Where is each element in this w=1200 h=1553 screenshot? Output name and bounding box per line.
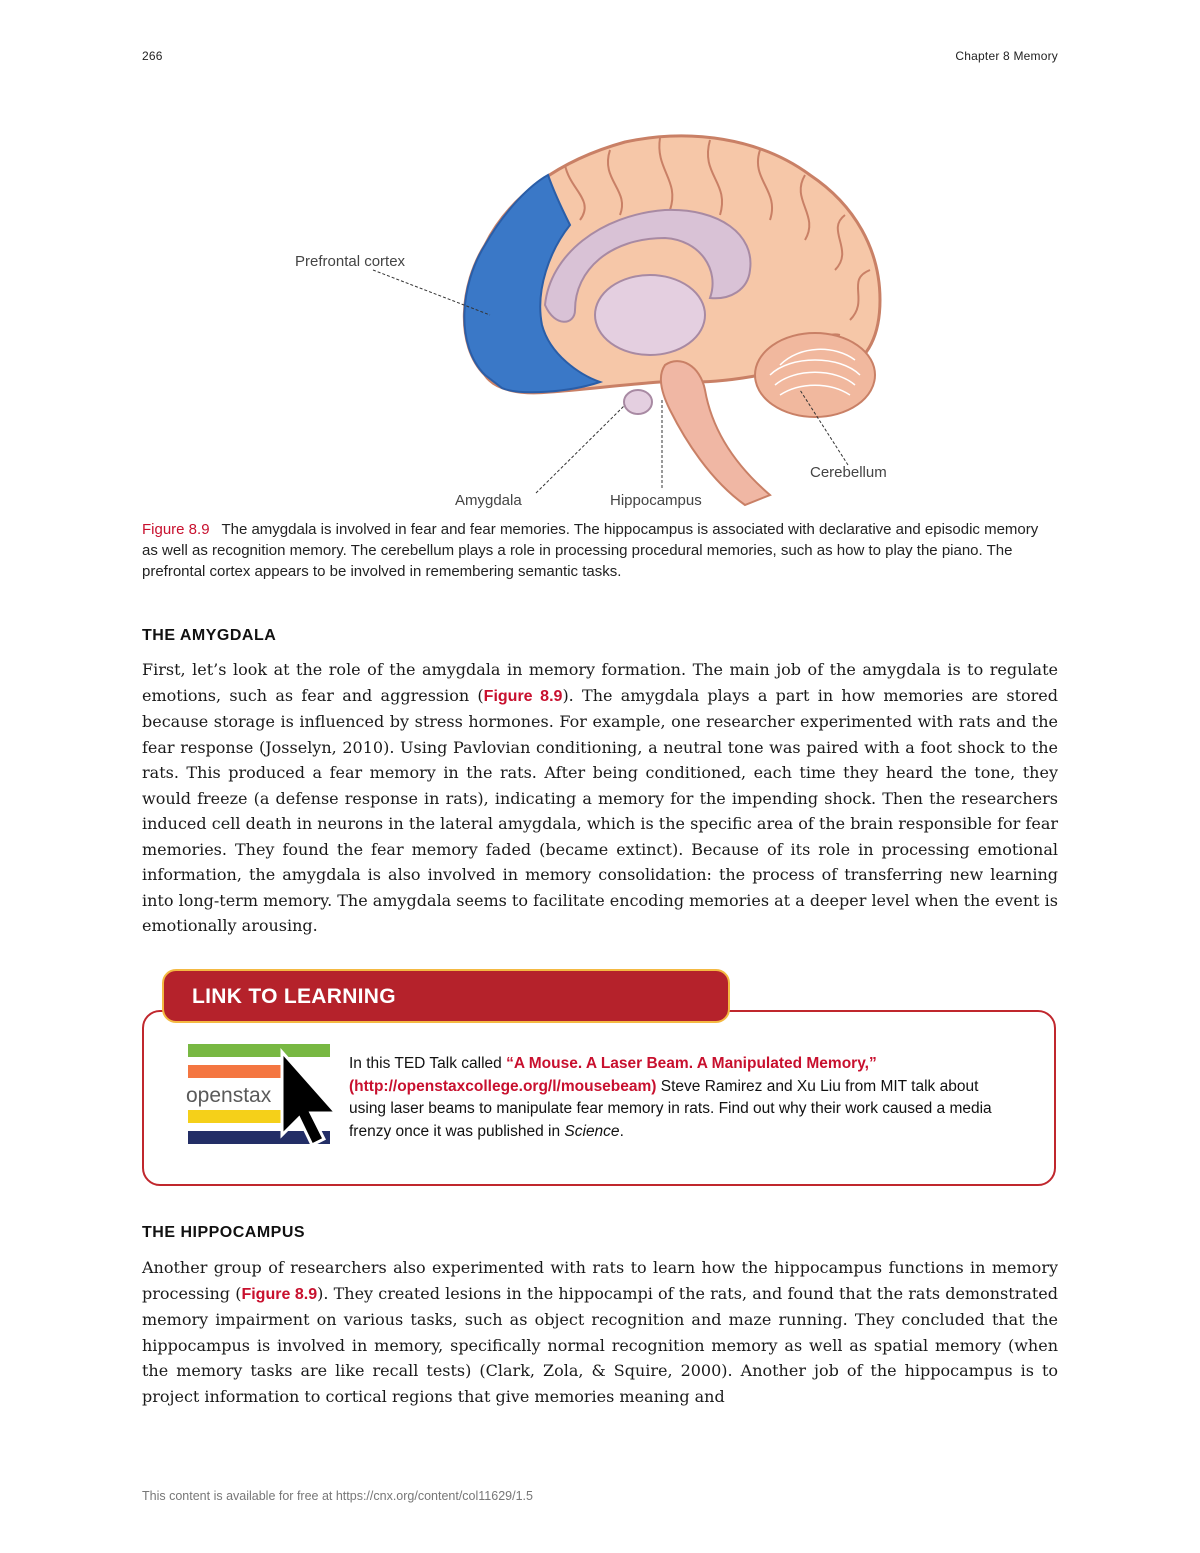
- amygdala-paragraph: [142, 657, 1058, 939]
- page-number: 266: [142, 49, 163, 63]
- openstax-logo: [184, 1040, 344, 1150]
- label-amygdala: Amygdala: [455, 492, 522, 509]
- figure-caption: [142, 519, 1042, 582]
- amygdala-paragraph-text-2: ). The amygdala plays a part in how memories are stored because storage is influenced by stress hormones. For example, one researcher experimented with rats and the fear response (Josselyn, 2010). Using Pavlovian conditioning, a neutral tone was paired with a foot shock to the rats. This produced a fear memory in the rats. After being conditioned, each time they heard the tone, they would freeze (a defense response in rats), indicating a memory for the impending shock. Then the researchers induced cell death in neurons in the lateral amygdala, which is the specific area of the brain responsible for fear memories. They found the fear memory faded (became extinct). Because of its role in processing emotional information, the amygdala is also involved in memory consolidation: the process of transferring new learning into long-term memory. The amygdala seems to facilitate encoding memories at a deeper level when the event is emotionally arousing.: [142, 685, 1059, 935]
- hippocampus-paragraph-text-1: Another group of researchers also experimented with rats to learn how the hippocampus functions in memory processing (: [142, 1258, 1058, 1303]
- amygdala-structure: [624, 390, 652, 414]
- figure-link[interactable]: Figure 8.9: [241, 1285, 318, 1303]
- ltl-intro: In this TED Talk called: [349, 1055, 507, 1072]
- label-prefrontal-cortex: Prefrontal cortex: [295, 253, 406, 270]
- cerebellum-structure: [755, 333, 875, 417]
- heading-amygdala: THE AMYGDALA: [142, 627, 277, 644]
- link-to-learning-tab: [162, 969, 730, 1023]
- label-hippocampus: Hippocampus: [610, 492, 702, 509]
- heading-hippocampus: THE HIPPOCAMPUS: [142, 1224, 306, 1241]
- link-to-learning-text: [349, 1053, 1009, 1143]
- ltl-end: .: [619, 1122, 624, 1140]
- journal-name: Science: [564, 1122, 620, 1140]
- chapter-title: Chapter 8 Memory: [955, 49, 1058, 63]
- mousebeam-url-link[interactable]: (http://openstaxcollege.org/l/mousebeam): [349, 1077, 657, 1095]
- logo-text: openstax: [186, 1084, 272, 1107]
- thalamus: [595, 275, 705, 355]
- footer-availability: This content is available for free at https://cnx.org/content/col11629/1.5: [142, 1489, 533, 1503]
- amygdala-paragraph-text-1: First, let’s look at the role of the amygdala in memory formation. The main job of the amygdala is to regulate emotions, such as fear and aggression (: [142, 660, 1058, 705]
- link-to-learning-label: LINK TO LEARNING: [192, 985, 396, 1008]
- figure-number: Figure 8.9: [142, 521, 210, 538]
- figure-link[interactable]: Figure 8.9: [483, 687, 563, 705]
- brain-figure: [280, 120, 920, 515]
- caption-text: The amygdala is involved in fear and fear memories. The hippocampus is associated with declarative and episodic memory as well as recognition memory. The cerebellum plays a role in processing procedural memories, such as how to play the piano. The prefrontal cortex appears to be involved in remembering semantic tasks.: [142, 521, 1039, 580]
- ltl-description: Steve Ramirez and Xu Liu from MIT talk about using laser beams to manipulate fear memory in rats. Find out why their work caused a media frenzy once it was published in: [349, 1077, 992, 1140]
- hippocampus-paragraph-text-2: ). They created lesions in the hippocampi of the rats, and found that the rats demonstrated memory impairment on various tasks, such as object recognition and maze running. They concluded that the hippocampus is involved in memory, specifically normal recognition memory as well as spatial memory (when the memory tasks are like recall tests) (Clark, Zola, & Squire, 2000). Another job of the hippocampus is to project information to cortical regions that give memories meaning and: [142, 1283, 1059, 1406]
- label-cerebellum: Cerebellum: [810, 464, 887, 481]
- brainstem: [661, 361, 770, 505]
- brain-illustration: [280, 120, 920, 515]
- ted-talk-title-link[interactable]: “A Mouse. A Laser Beam. A Manipulated Memory,”: [506, 1055, 877, 1072]
- hippocampus-paragraph: [142, 1255, 1058, 1409]
